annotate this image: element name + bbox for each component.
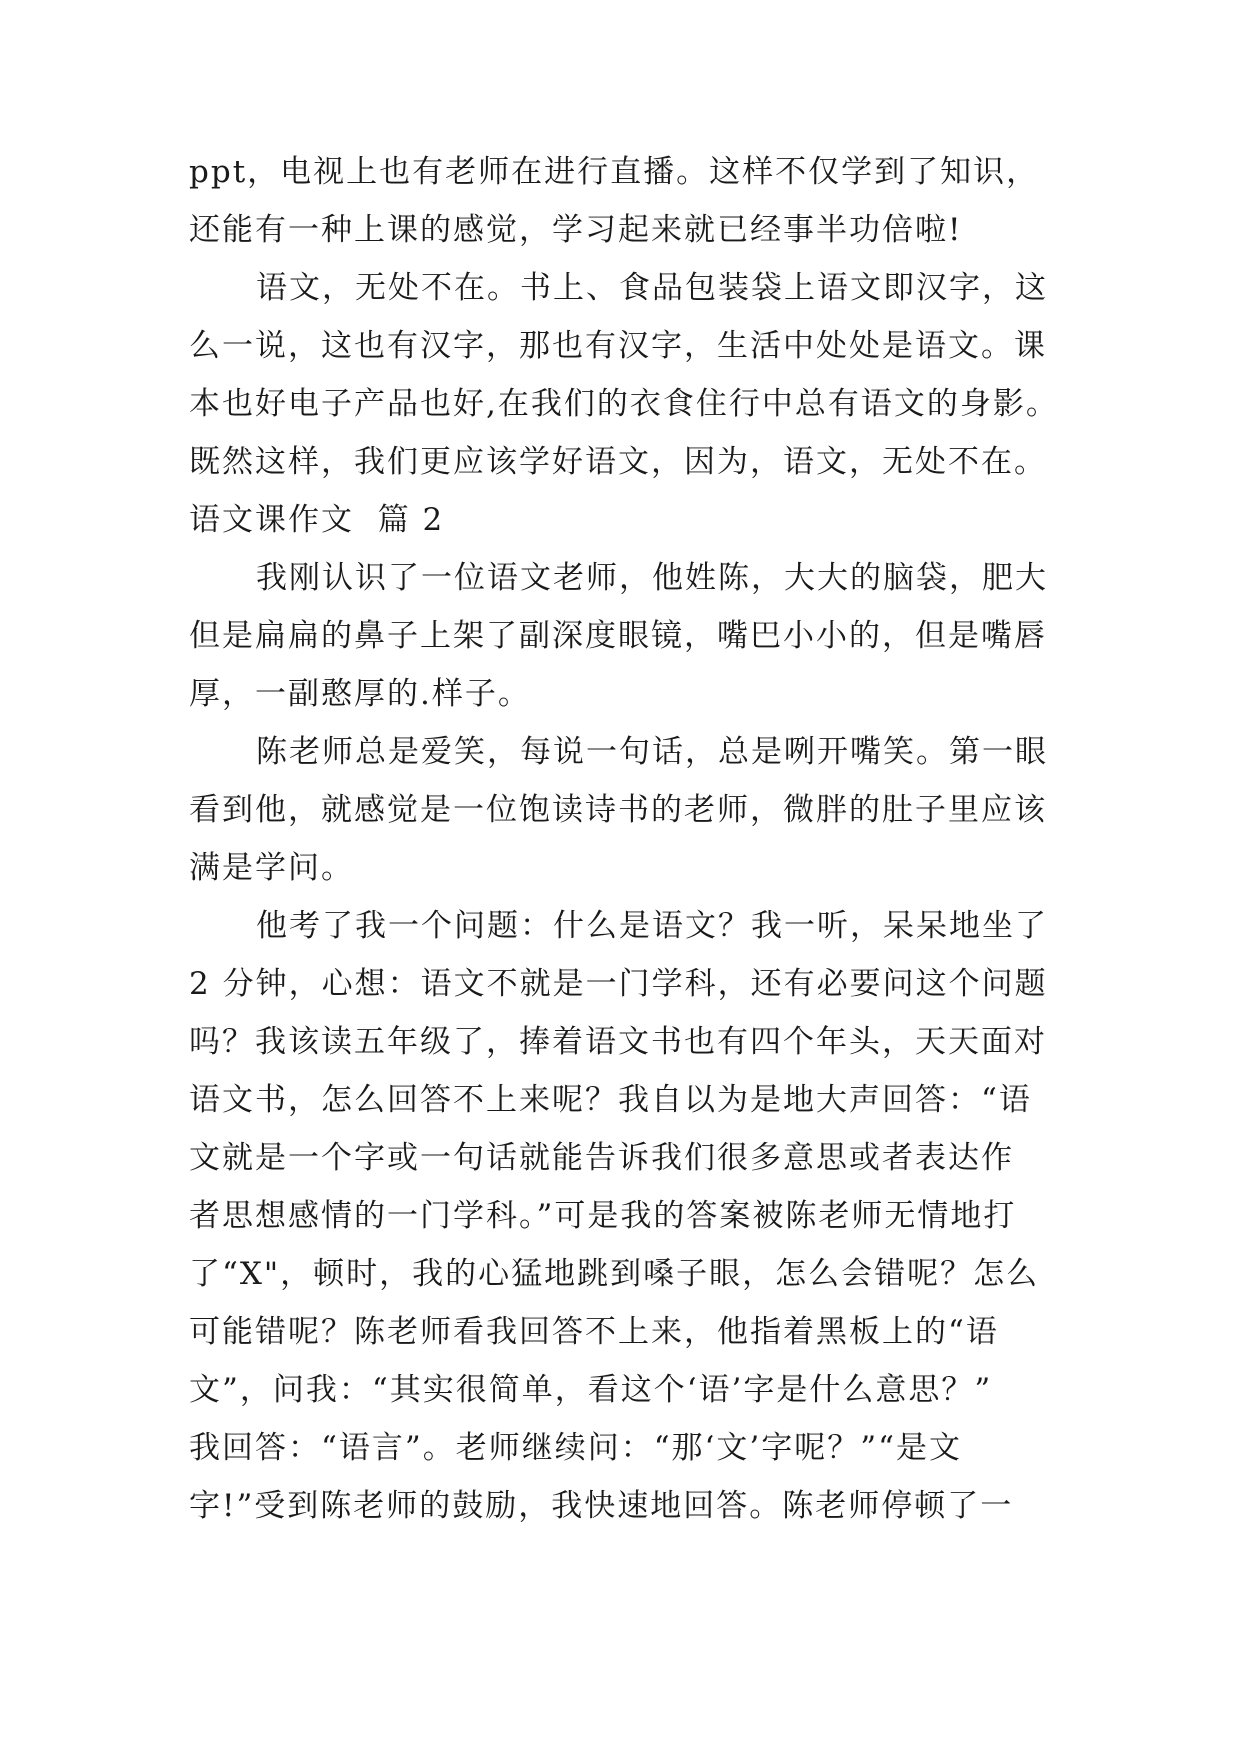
text-line: 吗？我该读五年级了，捧着语文书也有四个年头，天天面对 — [189, 1024, 1047, 1060]
text-line: 语文书，怎么回答不上来呢？我自以为是地大声回答：“语 — [189, 1082, 1032, 1118]
text-line: 厚，一副憨厚的.样子。 — [189, 676, 531, 712]
paragraph-first-line: 我刚认识了一位语文老师，他姓陈，大大的脑袋，肥大 — [256, 560, 1048, 596]
text-line: 字!”受到陈老师的鼓励，我快速地回答。陈老师停顿了一 — [189, 1488, 1014, 1524]
paragraph-first-line: 语文，无处不在。书上、食品包装袋上语文即汉字，这 — [256, 270, 1048, 306]
text-line: 文就是一个字或一句话就能告诉我们很多意思或者表达作 — [189, 1140, 1014, 1176]
text-line: ppt，电视上也有老师在进行直播。这样不仅学到了知识， — [189, 154, 1040, 190]
paragraph-first-line: 他考了我一个问题：什么是语文？我一听，呆呆地坐了 — [256, 908, 1048, 944]
text-line: 2 分钟，心想：语文不就是一门学科，还有必要问这个问题 — [189, 966, 1048, 1002]
text-line: 我回答：“语言”。老师继续问：“那‘文’字呢？”“是文 — [189, 1430, 962, 1466]
text-line: 了“X"，顿时，我的心猛地跳到嗓子眼，怎么会错呢？怎么 — [189, 1256, 1040, 1292]
text-line: 可能错呢？陈老师看我回答不上来，他指着黑板上的“语 — [189, 1314, 999, 1350]
text-line: 者思想感情的一门学科。”可是我的答案被陈老师无情地打 — [189, 1198, 1017, 1234]
text-line: 文”，问我：“其实很简单，看这个‘语’字是什么意思？” — [189, 1372, 993, 1408]
text-line: 么一说，这也有汉字，那也有汉字，生活中处处是语文。课 — [189, 328, 1047, 364]
text-line: 本也好电子产品也好,在我们的衣食住行中总有语文的身影。 — [189, 386, 1059, 422]
text-line: 但是扁扁的鼻子上架了副深度眼镜，嘴巴小小的，但是嘴唇 — [189, 618, 1047, 654]
text-line: 还能有一种上课的感觉，学习起来就已经事半功倍啦! — [189, 212, 963, 248]
paragraph-first-line: 陈老师总是爱笑，每说一句话，总是咧开嘴笑。第一眼 — [256, 734, 1048, 770]
section-heading: 语文课作文 篇 2 — [189, 502, 445, 538]
text-line: 既然这样，我们更应该学好语文，因为，语文，无处不在。 — [189, 444, 1047, 480]
text-line: 看到他，就感觉是一位饱读诗书的老师，微胖的肚子里应该 — [189, 792, 1047, 828]
text-line: 满是学问。 — [189, 850, 354, 886]
